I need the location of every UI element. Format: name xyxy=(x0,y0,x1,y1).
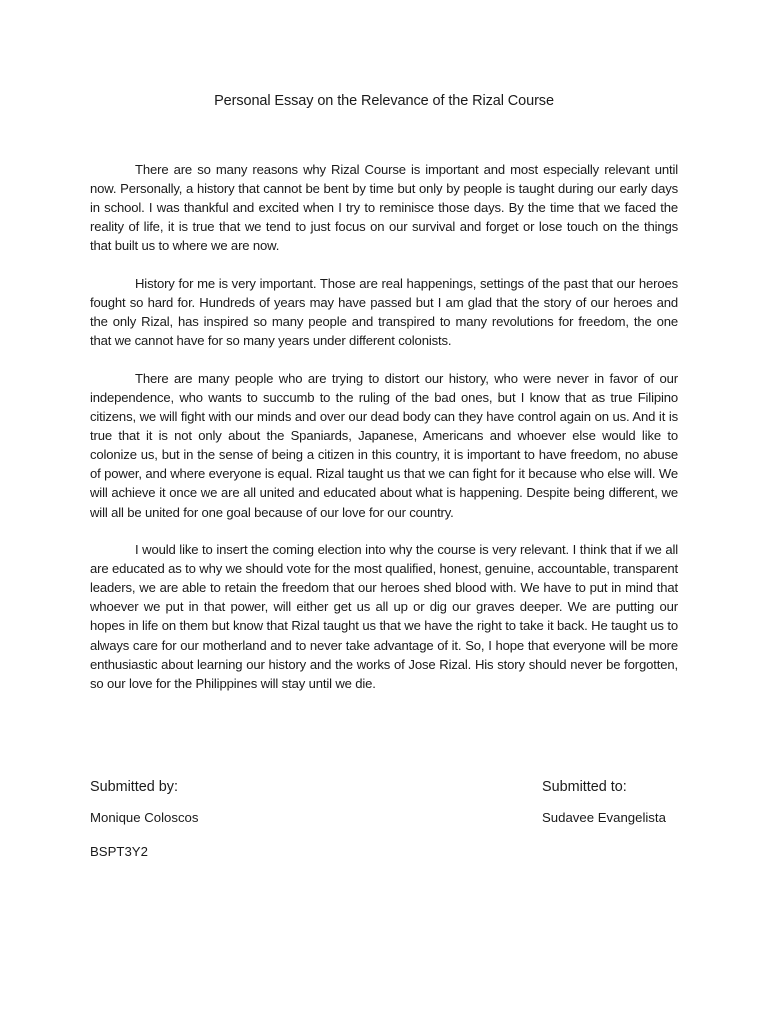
submitted-to-label: Submitted to: xyxy=(542,779,627,795)
essay-title: Personal Essay on the Relevance of the Rizal Course xyxy=(214,93,554,109)
paragraph-4: I would like to insert the coming election into why the course is very relevant. I think that if we all are educated as to why we should vote for the most qualified, honest, genuine, accountable, transparent leaders, we are able to retain the freedom that our heroes shed blood with. We have to put in mind that whoever we put in that power, will either get us all up or dig our graves deeper. We are putting our hopes in life on them but know that Rizal taught us that we have the right to take it back. He taught us to always care for our motherland and to never take advantage of it. So, I hope that everyone will be more enthusiastic about learning our history and the works of Jose Rizal. His story should never be forgotten, so our love for the Philippines will stay until we die. xyxy=(90,542,678,691)
paragraph-2: History for me is very important. Those are real happenings, settings of the past that our heroes fought so hard for. Hundreds of years may have passed but I am glad that the story of our heroes and the only Rizal, has inspired so many people and transpired to many revolutions for freedom, the one that we cannot have for so many years under different colonists. xyxy=(90,275,678,349)
submitted-by-section: BSPT3Y2 xyxy=(90,844,148,859)
submitted-by-name: Monique Coloscos xyxy=(90,810,199,825)
submitted-by-label: Submitted by: xyxy=(90,779,178,795)
paragraph-3: There are many people who are trying to distort our history, who were never in favor of our independence, who wants to succumb to the ruling of the bad ones, but I know that as true Filipino citizens, we will fight with our minds and over our dead body can they have control again on us. And it is true that it is not only about the Spaniards, Japanese, Americans and whoever else would like to colonize us, but in the sense of being a citizen in this country, it is important to have freedom, no abuse of power, and where everyone is equal. Rizal taught us that we can fight for it because who else will. We will achieve it once we are all united and educated about what is happening. Despite being different, we will all be united for one goal because of our love for our country. xyxy=(90,370,678,520)
submitted-to-name: Sudavee Evangelista xyxy=(542,810,666,825)
essay-body xyxy=(90,160,678,711)
paragraph-1: There are so many reasons why Rizal Course is important and most especially relevant until now. Personally, a history that cannot be bent by time but only by people is taught during our early days in school. I was thankful and excited when I try to reminisce those days. By the time that we faced the reality of life, it is true that we tend to just focus on our survival and forget or lose touch on the things that built us to where we are now. xyxy=(90,162,678,254)
